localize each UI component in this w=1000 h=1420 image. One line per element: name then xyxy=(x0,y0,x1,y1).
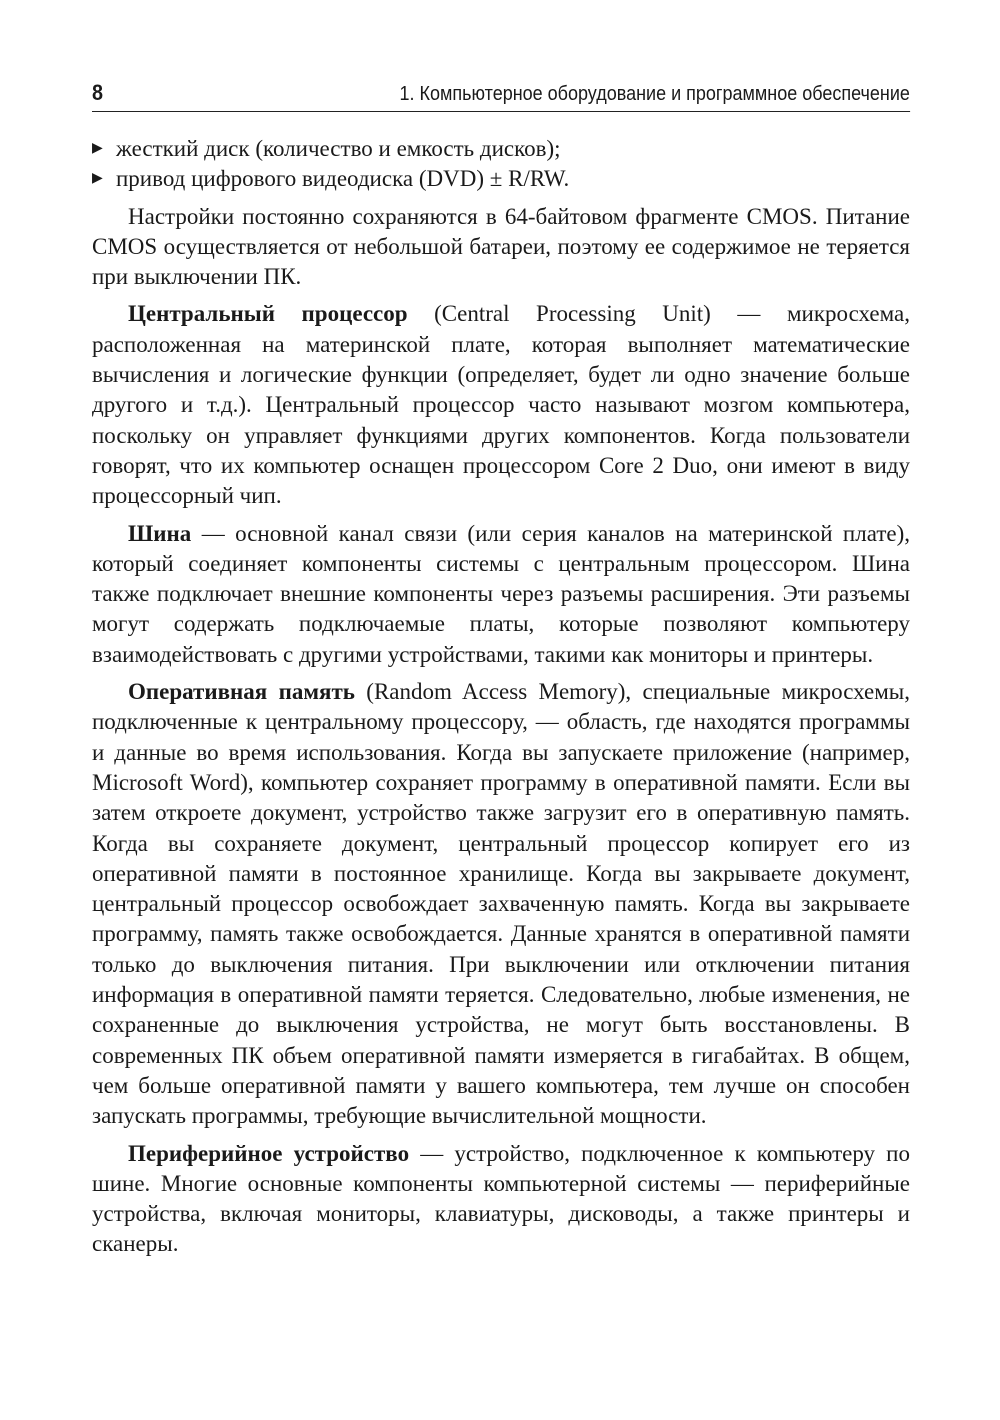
triangle-bullet-icon: ▶ xyxy=(92,141,103,156)
running-head xyxy=(92,78,910,112)
paragraph-bus xyxy=(92,519,910,670)
term-bus: Шина xyxy=(128,520,192,546)
bullet-item xyxy=(92,164,910,194)
book-page xyxy=(92,78,910,1260)
paragraph-cmos: Настройки постоянно сохраняются в 64-байтовом фрагменте CMOS. Питание CMOS осуществляется от небольшой батареи, поэтому ее содержимое не теряется при выключении ПК. xyxy=(92,203,910,290)
term-ram: Оперативная память xyxy=(128,679,355,705)
bullet-text: привод цифрового видеодиска (DVD) ± R/RW. xyxy=(116,166,570,192)
paragraph-cpu-text: (Central Processing Unit) — микросхема, расположенная на материнской плате, которая выполняет математические вычисления и логические функции (определяет, будет ли одно значение больше другого и т.д.). Центральный процессор часто называют мозгом компьютера, поскольку он управляет функциями других компонентов. Когда пользователи говорят, что их компьютер оснащен процессором Core 2 Duo, они имеют в виду процессорный чип. xyxy=(92,301,910,509)
paragraph-peripheral-text: — устройство, подключенное к компьютеру по шине. Многие основные компоненты компьютерной системы — периферийные устройства, включая мониторы, клавиатуры, дисководы, а также принтеры и сканеры. xyxy=(92,1140,910,1257)
bullet-text: жесткий диск (количество и емкость дисков); xyxy=(116,136,561,161)
paragraph-bus-text: — основной канал связи (или серия каналов на материнской плате), который соединяет компоненты системы с центральным процессором. Шина также подключает внешние компоненты через разъемы расширения. Эти разъемы могут содержать подключаемые платы, которые позволяют компьютеру взаимодействовать с другими устройствами, такими как мониторы и принтеры. xyxy=(92,520,910,667)
paragraph-cpu xyxy=(92,299,910,511)
triangle-bullet-icon: ▶ xyxy=(92,171,103,187)
body-text xyxy=(92,134,910,1260)
page-number: 8 xyxy=(92,80,104,105)
term-peripheral: Периферийное устройство xyxy=(128,1140,410,1166)
paragraph-ram xyxy=(92,677,910,1131)
bullet-item xyxy=(92,134,910,164)
paragraph-ram-text: (Random Access Memory), специальные микросхемы, подключенные к центральному процессору, — область, где находятся программы и данные во время использования. Когда вы запускаете приложение (например, Microsoft Word), компьютер сохраняет программу в оперативной памяти. Если вы затем откроете документ, устройство также загрузит его в оперативную память. Когда вы сохраняете документ, центральный процессор копирует его из оперативной памяти в постоянное хранилище. Когда вы закрываете документ, центральный процессор освобождает захваченную память. Когда вы закрываете программу, память также освобождается. Данные хранятся в оперативной памяти только до выключения питания. При выключении или отключении питания информация в оперативной памяти теряется. Следовательно, любые изменения, не сохраненные до выключения устройства, не могут быть восстановлены. В современных ПК объем оперативной памяти измеряется в гигабайтах. В общем, чем больше оперативной памяти у вашего компьютера, тем лучше он способен запускать программы, требующие вычислительной мощности. xyxy=(92,679,910,1129)
chapter-title: 1. Компьютерное оборудование и программное обеспечение xyxy=(399,83,910,105)
term-cpu: Центральный процессор xyxy=(128,301,408,327)
paragraph-peripheral xyxy=(92,1139,910,1260)
